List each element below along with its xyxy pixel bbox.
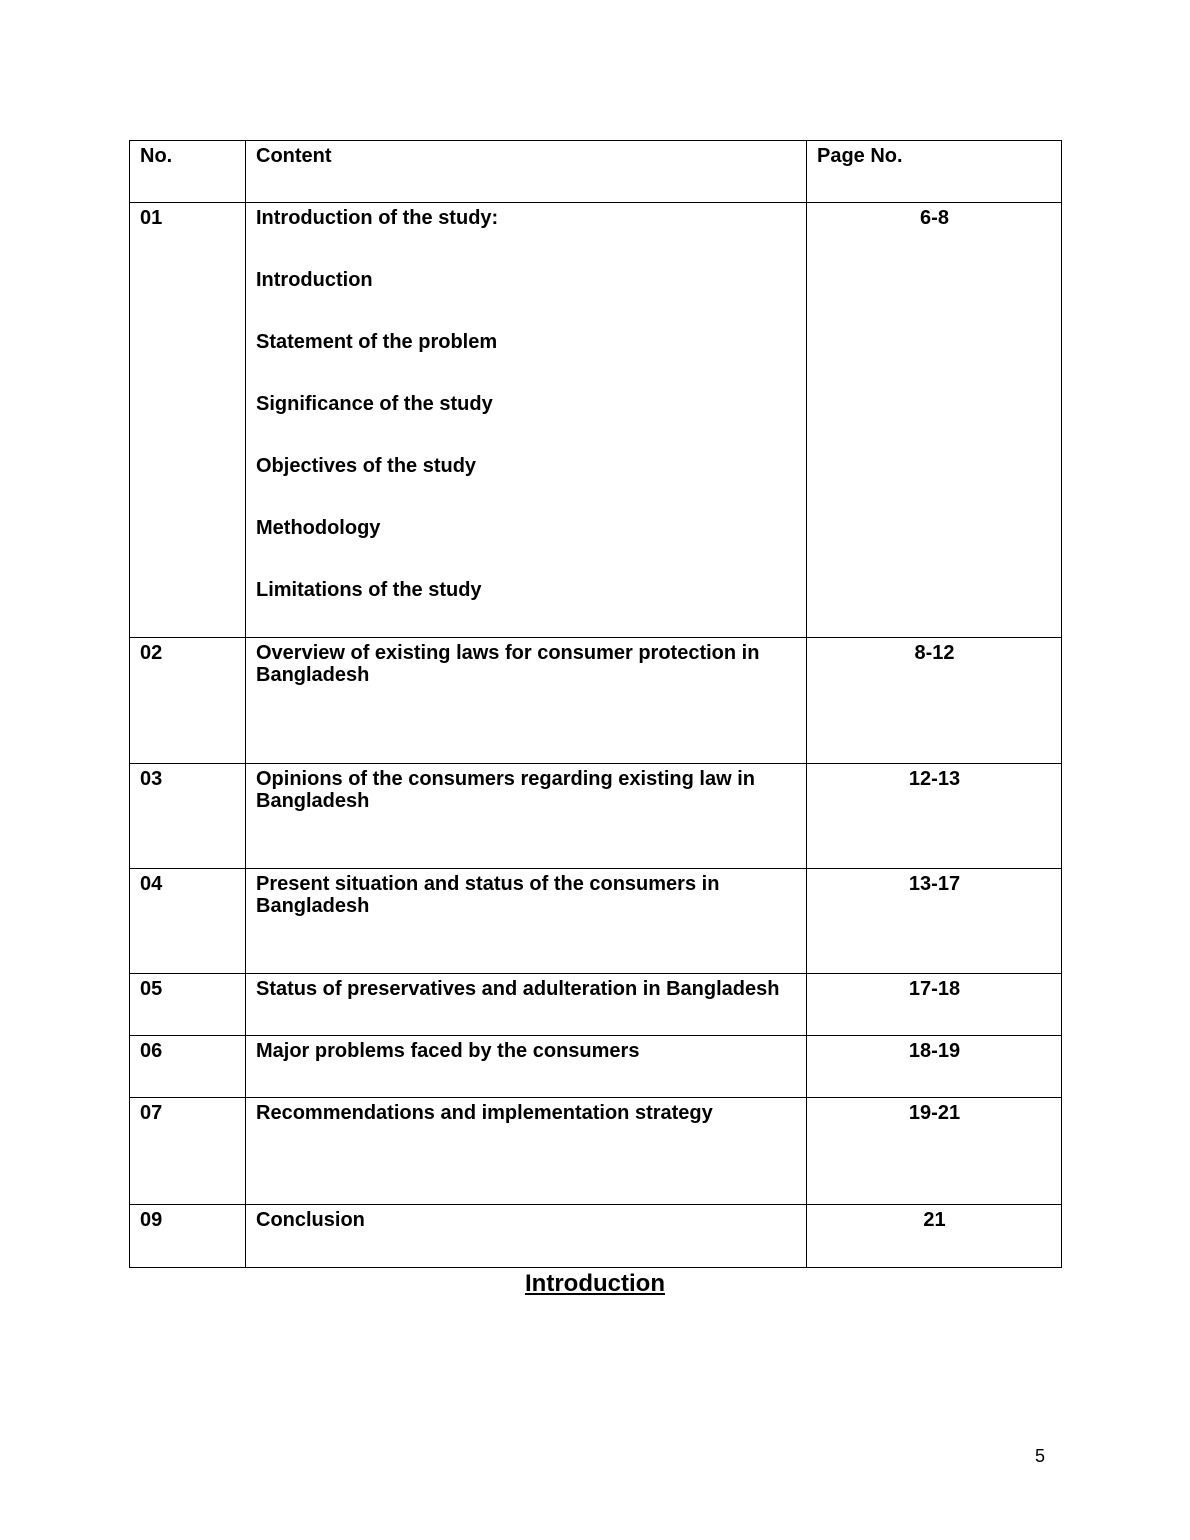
subitem: Objectives of the study <box>256 455 477 477</box>
header-page-no: Page No. <box>807 141 1062 203</box>
row-page: 12-13 <box>807 764 1062 869</box>
page-number: 5 <box>1035 1446 1046 1466</box>
section-heading: Introduction <box>525 1270 665 1297</box>
row-no: 05 <box>130 974 246 1036</box>
row-content <box>246 203 807 638</box>
row-title: Overview of existing laws for consumer protection in <box>256 642 760 664</box>
row-title-continued: Bangladesh <box>256 895 370 917</box>
table-row <box>130 974 1062 1036</box>
row-no: 09 <box>130 1205 246 1268</box>
table-row <box>130 203 1062 638</box>
row-no: 04 <box>130 869 246 974</box>
row-page: 13-17 <box>807 869 1062 974</box>
row-content: Status of preservatives and adulteration in Bangladesh <box>246 974 807 1036</box>
table-header-row <box>130 141 1062 203</box>
subitem: Limitations of the study <box>256 579 482 601</box>
row-title-continued: Bangladesh <box>256 790 370 812</box>
row-title-continued: Bangladesh <box>256 664 370 686</box>
subitem: Statement of the problem <box>256 331 498 353</box>
row-content: Major problems faced by the consumers <box>246 1036 807 1098</box>
row-content <box>246 764 807 869</box>
row-title: Introduction of the study: <box>256 207 499 229</box>
row-page: 17-18 <box>807 974 1062 1036</box>
row-content: Recommendations and implementation strategy <box>246 1098 807 1205</box>
table-row <box>130 1036 1062 1098</box>
row-page: 18-19 <box>807 1036 1062 1098</box>
row-content: Conclusion <box>246 1205 807 1268</box>
row-page: 6-8 <box>807 203 1062 638</box>
row-no: 03 <box>130 764 246 869</box>
table-row <box>130 764 1062 869</box>
table-of-contents <box>129 140 1062 1268</box>
table-row <box>130 1098 1062 1205</box>
table-row <box>130 638 1062 764</box>
row-content <box>246 638 807 764</box>
table-row <box>130 869 1062 974</box>
row-page: 8-12 <box>807 638 1062 764</box>
row-no: 06 <box>130 1036 246 1098</box>
subitem: Significance of the study <box>256 393 493 415</box>
row-content <box>246 869 807 974</box>
header-no: No. <box>130 141 246 203</box>
header-content: Content <box>246 141 807 203</box>
row-no: 02 <box>130 638 246 764</box>
row-page: 19-21 <box>807 1098 1062 1205</box>
subitem: Introduction <box>256 269 373 291</box>
row-title: Present situation and status of the consumers in <box>256 873 720 895</box>
row-no: 07 <box>130 1098 246 1205</box>
row-no: 01 <box>130 203 246 638</box>
row-title: Opinions of the consumers regarding existing law in <box>256 768 755 790</box>
subitem: Methodology <box>256 517 381 539</box>
row-page: 21 <box>807 1205 1062 1268</box>
table-row <box>130 1205 1062 1268</box>
